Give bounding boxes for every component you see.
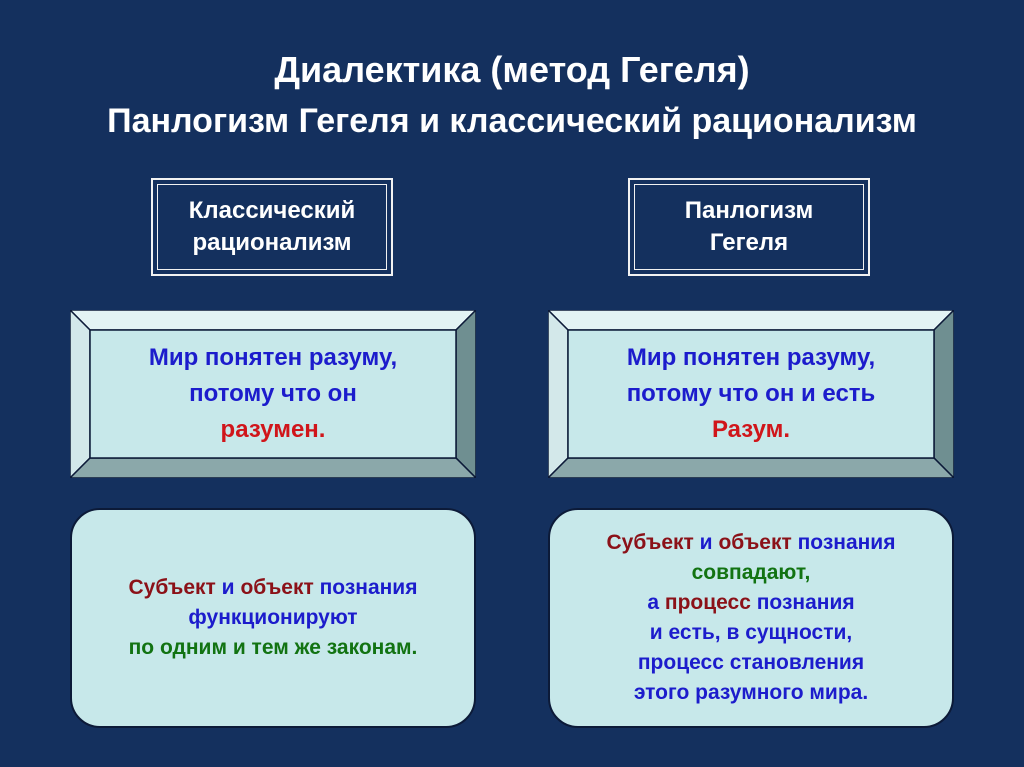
right-detail-line-6: этого разумного мира. [633, 681, 869, 704]
right-thesis-line-1: Мир понятен разуму, [626, 344, 876, 371]
left-and-word: и [215, 576, 241, 599]
right-thesis-line-3: Разум. [711, 416, 791, 443]
right-detail-line-3 [647, 588, 854, 618]
slide-subtitle: Панлогизм Гегеля и классический рационализм [107, 102, 917, 140]
right-detail-box [548, 508, 954, 728]
left-thesis-box [70, 310, 476, 478]
left-object-word: объект [240, 576, 314, 599]
left-detail-line-2: функционируют [188, 606, 358, 629]
left-detail-line-3: по одним и тем же законам. [128, 636, 418, 659]
right-thesis-box [548, 310, 954, 478]
left-thesis-line-2: потому что он [189, 380, 357, 407]
right-subject-word: Субъект [606, 531, 694, 554]
slide-title: Диалектика (метод Гегеля) [274, 49, 750, 90]
right-thesis-line-2: потому что он и есть [626, 380, 876, 407]
right-header-line-1: Панлогизм [684, 197, 814, 224]
left-thesis-line-3: разумен. [220, 416, 326, 443]
right-detail-line-5: процесс становления [637, 651, 865, 674]
right-header-line-2: Гегеля [709, 229, 789, 256]
left-cognition-word: познания [313, 576, 418, 599]
right-detail-line-4: и есть, в сущности, [649, 621, 853, 644]
left-header-line-2: рационализм [192, 229, 352, 256]
right-object-word: объект [718, 531, 792, 554]
right-cognition-word: познания [791, 531, 896, 554]
left-detail-box [70, 508, 476, 728]
right-detail-line-2: совпадают, [691, 561, 811, 584]
right-cognition-word-2: познания [750, 591, 855, 614]
right-process-word: процесс [664, 591, 751, 614]
right-column-header [628, 178, 870, 276]
left-column-header [151, 178, 393, 276]
right-detail-line-1 [607, 528, 896, 558]
left-header-line-1: Классический [188, 197, 356, 224]
left-thesis-line-1: Мир понятен разуму, [148, 344, 398, 371]
left-subject-word: Субъект [128, 576, 216, 599]
right-and-word: и [693, 531, 719, 554]
right-a-word: а [647, 591, 665, 614]
left-detail-line-1 [129, 573, 418, 603]
